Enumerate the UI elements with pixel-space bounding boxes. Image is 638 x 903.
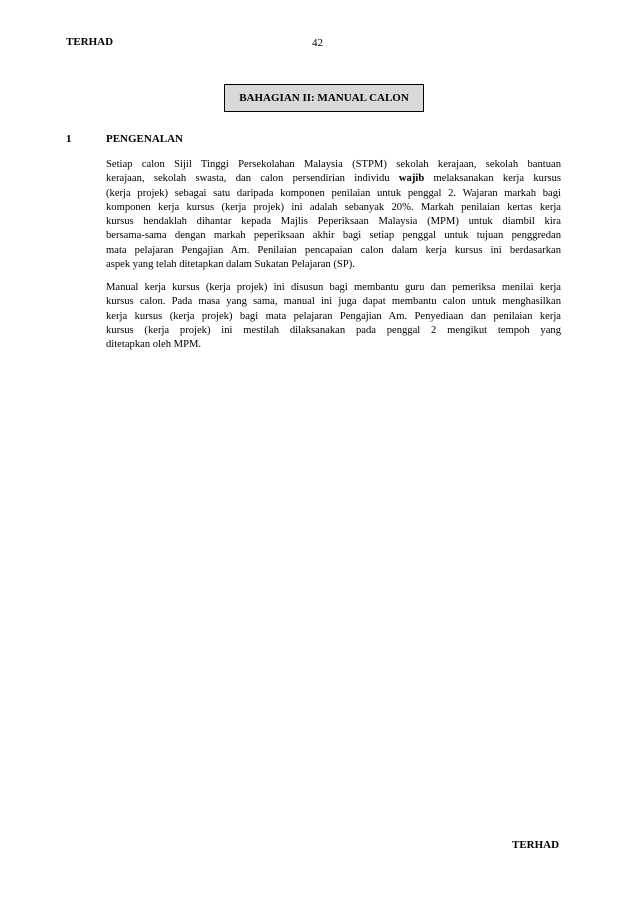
- paragraph-line: (kerja projek) sebagai satu daripada komponen penilaian untuk penggal 2. Wajaran markah bagi: [106, 187, 561, 199]
- paragraph-line: kursus calon. Pada masa yang sama, manual ini juga dapat membantu calon untuk menghasilkan: [106, 296, 561, 308]
- paragraph-line: ditetapkan oleh MPM.: [106, 339, 202, 351]
- paragraph-line: kursus hendaklah dihantar kepada Majlis Peperiksaan Malaysia (MPM) untuk diambil kira: [106, 216, 561, 228]
- paragraph-introduction: [106, 158, 561, 272]
- section-heading: PENGENALAN: [106, 133, 184, 145]
- paragraph-line: kursus (kerja projek) ini mestilah dilaksanakan pada penggal 2 mengikut tempoh yang: [106, 324, 561, 336]
- page-number: 42: [312, 37, 323, 49]
- paragraph-manual-purpose: [106, 281, 561, 352]
- paragraph-line: aspek yang telah ditetapkan dalam Sukatan Pelajaran (SP).: [106, 259, 355, 271]
- section-number: 1: [66, 133, 72, 145]
- paragraph-line: Setiap calon Sijil Tinggi Persekolahan Malaysia (STPM) sekolah kerajaan, sekolah bantuan: [106, 159, 561, 170]
- paragraph-line: mata pelajaran Pengajian Am. Penilaian pencapaian calon dalam kerja kursus ini berdasarkan: [106, 244, 561, 256]
- paragraph-line: kerajaan, sekolah swasta, dan calon persendirian individu wajib melaksanakan kerja kursus: [106, 173, 562, 185]
- paragraph-line: komponen kerja kursus (kerja projek) ini adalah sebanyak 20%. Markah penilaian kertas kerja: [106, 201, 561, 213]
- section-title-box: BAHAGIAN II: MANUAL CALON: [224, 84, 424, 112]
- footer-classification: TERHAD: [512, 839, 560, 851]
- paragraph-line: kerja kursus (kerja projek) bagi mata pelajaran Pengajian Am. Penyediaan dan penilaian kerja: [106, 310, 561, 322]
- paragraph-line: Manual kerja kursus (kerja projek) ini disusun bagi membantu guru dan pemeriksa menilai kerja: [106, 282, 561, 293]
- paragraph-line: bersama-sama dengan markah peperiksaan akhir bagi setiap penggal untuk tujuan penggredan: [106, 230, 561, 242]
- emphasis-wajib: wajib: [398, 173, 425, 185]
- header-classification: TERHAD: [66, 36, 114, 48]
